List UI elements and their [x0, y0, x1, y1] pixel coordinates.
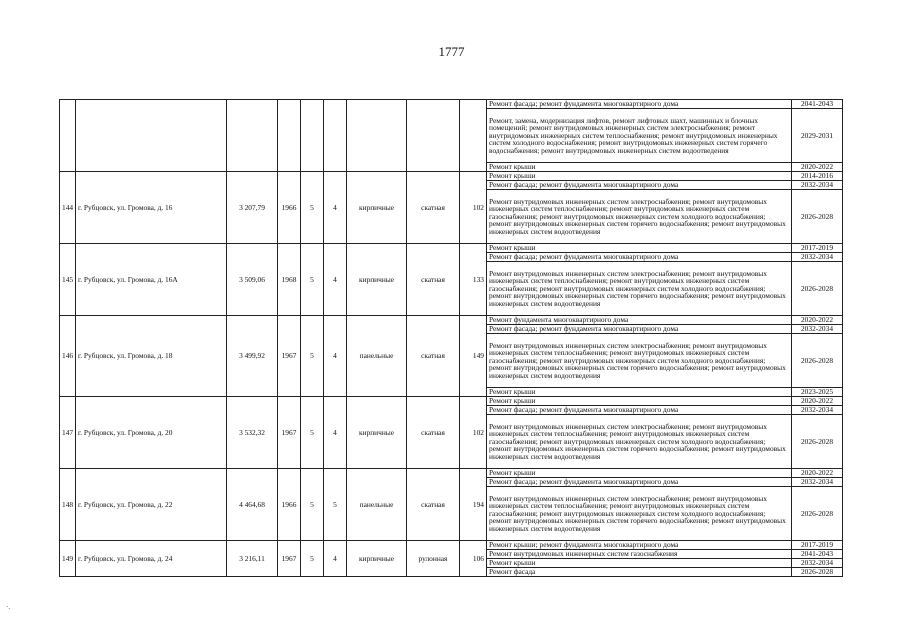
residents-count: 133 — [460, 244, 487, 316]
table-row — [60, 469, 843, 478]
house-address: г. Рубцовск, ул. Громова, д. 24 — [76, 541, 227, 577]
total-area: 3 207,79 — [227, 172, 278, 244]
floors-count: 5 — [301, 244, 324, 316]
build-year: 1967 — [278, 541, 301, 577]
work-period: 2032-2034 — [792, 478, 843, 487]
work-period: 2026-2028 — [792, 334, 843, 388]
work-period: 2026-2028 — [792, 568, 843, 577]
work-period: 2023-2025 — [792, 388, 843, 397]
row-number: 144 — [60, 172, 76, 244]
total-area: 3 499,92 — [227, 316, 278, 397]
work-period: 2020-2022 — [792, 316, 843, 325]
row-number: 145 — [60, 244, 76, 316]
work-period: 2026-2028 — [792, 415, 843, 469]
work-description: Ремонт внутридомовых инженерных систем электроснабжения; ремонт внутридомовых инженерных систем теплоснабжения; ремонт внутридомовых инженерных систем газоснабжения; ремонт внутридомовых инженерных систем холодного водоснабжения; ремонт внутридомовых инженерных систем горячего водоснабжения; ремонт внутридомовых инженерных систем водоотведения — [487, 487, 792, 541]
table-row — [60, 244, 843, 253]
work-period: 2041-2043 — [792, 100, 843, 109]
build-year: 1968 — [278, 244, 301, 316]
floors-count: 5 — [301, 316, 324, 397]
roof-type: скатная — [407, 244, 460, 316]
entrances-count: 5 — [324, 469, 347, 541]
floors-count: 5 — [301, 469, 324, 541]
build-year: 1966 — [278, 172, 301, 244]
capital-repair-table — [59, 99, 843, 577]
work-description: Ремонт крыши — [487, 244, 792, 253]
work-description: Ремонт крыши — [487, 559, 792, 568]
empty-cell — [60, 100, 76, 172]
work-description: Ремонт фасада; ремонт фундамента многоквартирного дома — [487, 325, 792, 334]
work-description: Ремонт, замена, модернизация лифтов, ремонт лифтовых шахт, машинных и блочных помещений; ремонт внутридомовых инженерных систем электроснабжения; ремонт внутридомовых инженерных систем теплоснабжения; ремонт внутридомовых инженерных систем холодного водоснабжения; ремонт внутридомовых инженерных систем горячего водоснабжения; ремонт внутридомовых инженерных систем водоотведения — [487, 109, 792, 163]
work-description: Ремонт крыши; ремонт фундамента многоквартирного дома — [487, 541, 792, 550]
total-area: 3 216,11 — [227, 541, 278, 577]
table-row — [60, 100, 843, 109]
work-period: 2029-2031 — [792, 109, 843, 163]
house-address: г. Рубцовск, ул. Громова, д. 18 — [76, 316, 227, 397]
work-description: Ремонт фасада; ремонт фундамента многоквартирного дома — [487, 478, 792, 487]
wall-material: панельные — [347, 316, 407, 397]
scan-artifact: ·. — [6, 603, 11, 611]
floors-count: 5 — [301, 541, 324, 577]
work-period: 2014-2016 — [792, 172, 843, 181]
work-period: 2032-2034 — [792, 559, 843, 568]
work-description: Ремонт внутридомовых инженерных систем электроснабжения; ремонт внутридомовых инженерных систем теплоснабжения; ремонт внутридомовых инженерных систем газоснабжения; ремонт внутридомовых инженерных систем холодного водоснабжения; ремонт внутридомовых инженерных систем горячего водоснабжения; ремонт внутридомовых инженерных систем водоотведения — [487, 190, 792, 244]
empty-cell — [76, 100, 227, 172]
row-number: 148 — [60, 469, 76, 541]
total-area: 4 464,68 — [227, 469, 278, 541]
roof-type: скатная — [407, 397, 460, 469]
house-address: г. Рубцовск, ул. Громова, д. 16 — [76, 172, 227, 244]
roof-type: скатная — [407, 316, 460, 397]
house-address: г. Рубцовск, ул. Громова, д. 22 — [76, 469, 227, 541]
empty-cell — [347, 100, 407, 172]
empty-cell — [460, 100, 487, 172]
work-period: 2032-2034 — [792, 253, 843, 262]
table-body — [60, 100, 843, 577]
row-number: 147 — [60, 397, 76, 469]
empty-cell — [324, 100, 347, 172]
floors-count: 5 — [301, 397, 324, 469]
total-area: 3 532,32 — [227, 397, 278, 469]
wall-material: кирпичные — [347, 244, 407, 316]
empty-cell — [407, 100, 460, 172]
work-period: 2020-2022 — [792, 469, 843, 478]
roof-type: скатная — [407, 172, 460, 244]
work-period: 2032-2034 — [792, 325, 843, 334]
wall-material: панельные — [347, 469, 407, 541]
work-description: Ремонт фасада — [487, 568, 792, 577]
residents-count: 102 — [460, 172, 487, 244]
row-number: 149 — [60, 541, 76, 577]
work-period: 2026-2028 — [792, 487, 843, 541]
work-period: 2020-2022 — [792, 163, 843, 172]
work-description: Ремонт крыши — [487, 388, 792, 397]
work-period: 2017-2019 — [792, 541, 843, 550]
work-description: Ремонт крыши — [487, 172, 792, 181]
empty-cell — [301, 100, 324, 172]
entrances-count: 4 — [324, 316, 347, 397]
entrances-count: 4 — [324, 397, 347, 469]
work-description: Ремонт фундамента многоквартирного дома — [487, 316, 792, 325]
work-description: Ремонт крыши — [487, 397, 792, 406]
work-period: 2017-2019 — [792, 244, 843, 253]
house-address: г. Рубцовск, ул. Громова, д. 16А — [76, 244, 227, 316]
table-row — [60, 541, 843, 550]
work-description: Ремонт внутридомовых инженерных систем электроснабжения; ремонт внутридомовых инженерных систем теплоснабжения; ремонт внутридомовых инженерных систем газоснабжения; ремонт внутридомовых инженерных систем холодного водоснабжения; ремонт внутридомовых инженерных систем горячего водоснабжения; ремонт внутридомовых инженерных систем водоотведения — [487, 262, 792, 316]
work-description: Ремонт внутридомовых инженерных систем газоснабжения — [487, 550, 792, 559]
work-description: Ремонт фасада; ремонт фундамента многоквартирного дома — [487, 181, 792, 190]
roof-type: рулонная — [407, 541, 460, 577]
build-year: 1967 — [278, 316, 301, 397]
work-period: 2026-2028 — [792, 190, 843, 244]
table-row — [60, 397, 843, 406]
row-number: 146 — [60, 316, 76, 397]
work-description: Ремонт крыши — [487, 469, 792, 478]
work-description: Ремонт крыши — [487, 163, 792, 172]
page-number: 1777 — [438, 44, 465, 59]
empty-cell — [278, 100, 301, 172]
work-period: 2020-2022 — [792, 397, 843, 406]
wall-material: кирпичные — [347, 172, 407, 244]
work-period: 2032-2034 — [792, 406, 843, 415]
wall-material: кирпичные — [347, 541, 407, 577]
entrances-count: 4 — [324, 541, 347, 577]
residents-count: 194 — [460, 469, 487, 541]
work-period: 2041-2043 — [792, 550, 843, 559]
work-description: Ремонт фасада; ремонт фундамента многоквартирного дома — [487, 406, 792, 415]
table-row — [60, 172, 843, 181]
work-description: Ремонт фасада; ремонт фундамента многоквартирного дома — [487, 100, 792, 109]
build-year: 1967 — [278, 397, 301, 469]
house-address: г. Рубцовск, ул. Громова, д. 20 — [76, 397, 227, 469]
residents-count: 102 — [460, 397, 487, 469]
work-description: Ремонт внутридомовых инженерных систем электроснабжения; ремонт внутридомовых инженерных систем теплоснабжения; ремонт внутридомовых инженерных систем газоснабжения; ремонт внутридомовых инженерных систем холодного водоснабжения; ремонт внутридомовых инженерных систем горячего водоснабжения; ремонт внутридомовых инженерных систем водоотведения — [487, 334, 792, 388]
wall-material: кирпичные — [347, 397, 407, 469]
work-description: Ремонт внутридомовых инженерных систем электроснабжения; ремонт внутридомовых инженерных систем теплоснабжения; ремонт внутридомовых инженерных систем газоснабжения; ремонт внутридомовых инженерных систем холодного водоснабжения; ремонт внутридомовых инженерных систем горячего водоснабжения; ремонт внутридомовых инженерных систем водоотведения — [487, 415, 792, 469]
work-description: Ремонт фасада; ремонт фундамента многоквартирного дома — [487, 253, 792, 262]
build-year: 1966 — [278, 469, 301, 541]
entrances-count: 4 — [324, 172, 347, 244]
work-period: 2032-2034 — [792, 181, 843, 190]
table-row — [60, 316, 843, 325]
total-area: 3 509,06 — [227, 244, 278, 316]
roof-type: скатная — [407, 469, 460, 541]
entrances-count: 4 — [324, 244, 347, 316]
work-period: 2026-2028 — [792, 262, 843, 316]
residents-count: 149 — [460, 316, 487, 397]
residents-count: 106 — [460, 541, 487, 577]
empty-cell — [227, 100, 278, 172]
floors-count: 5 — [301, 172, 324, 244]
